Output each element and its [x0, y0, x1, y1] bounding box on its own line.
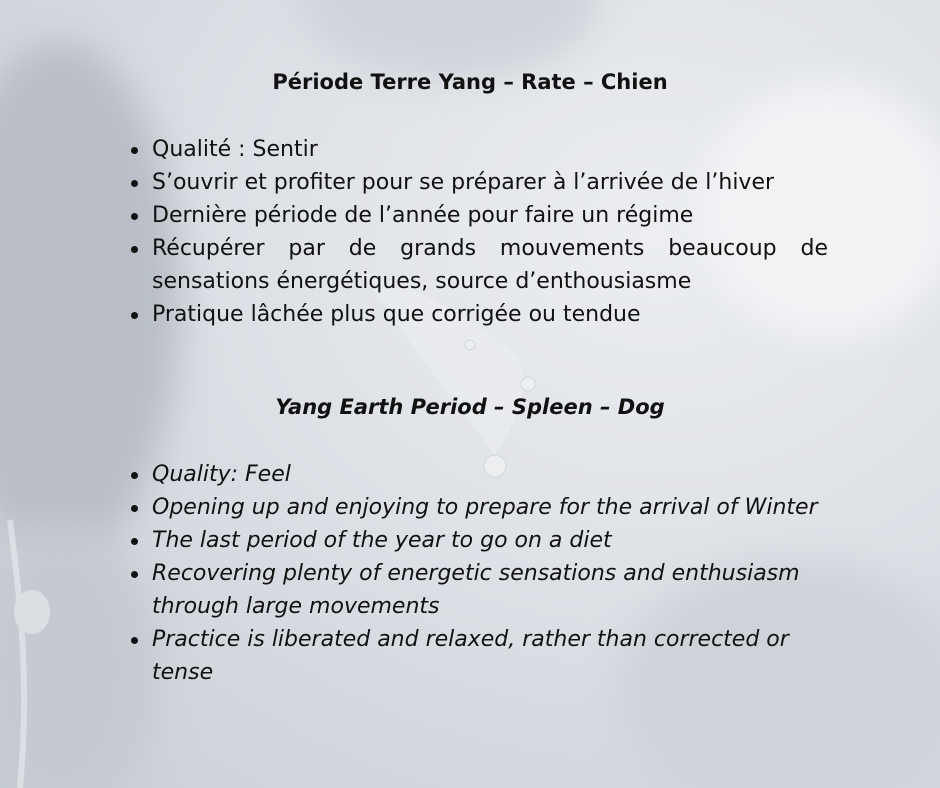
list-item: Dernière période de l’année pour faire un régime [152, 199, 828, 232]
french-list [152, 133, 828, 331]
list-item: Practice is liberated and relaxed, rather than corrected or tense [152, 623, 828, 689]
french-heading: Période Terre Yang – Rate – Chien [272, 70, 668, 94]
english-list [152, 458, 828, 689]
list-item: The last period of the year to go on a diet [152, 524, 828, 557]
list-item: Recovering plenty of energetic sensations and enthusiasm through large movements [152, 557, 828, 623]
list-item: Pratique lâchée plus que corrigée ou tendue [152, 298, 828, 331]
list-item: Opening up and enjoying to prepare for the arrival of Winter [152, 491, 828, 524]
list-item: Récupérer par de grands mouvements beaucoup de sensations énergétiques, source d’enthousiasme [152, 232, 828, 298]
english-heading: Yang Earth Period – Spleen – Dog [275, 395, 665, 419]
list-item: Quality: Feel [152, 458, 828, 491]
list-item: Qualité : Sentir [152, 133, 828, 166]
list-item: S’ouvrir et profiter pour se préparer à l’arrivée de l’hiver [152, 166, 828, 199]
